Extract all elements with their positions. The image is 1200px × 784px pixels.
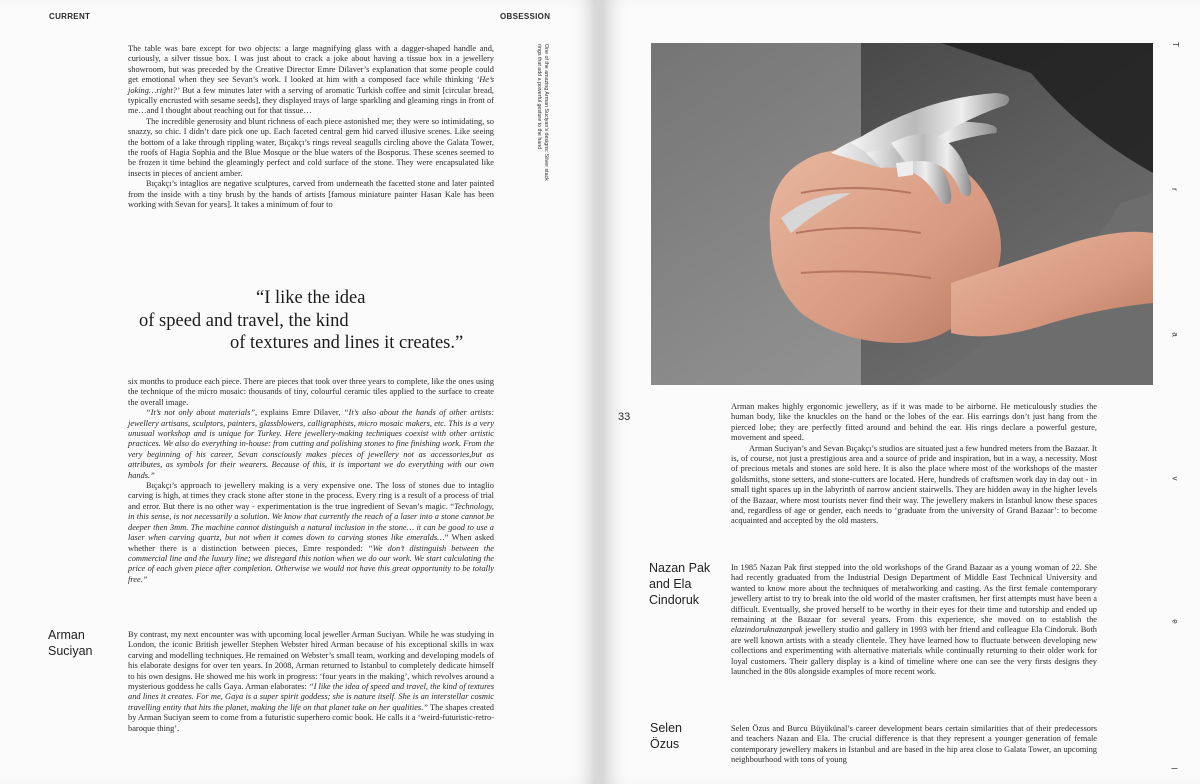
section-heading-nazan-pak-ela-cindoruk: Nazan Pak and Ela Cindoruk	[649, 561, 711, 607]
paragraph	[128, 44, 494, 117]
text-run: But a few minutes later with a serving of aromatic Turkish coffee and simit [circular bread, typically encrusted with sesame seeds], they displayed trays of large sparkling and gleaming rings in front of me…and I thought about reaching out for that tissue…	[128, 85, 494, 116]
pull-quote	[139, 287, 499, 355]
caption-line: One of the amazing Arman Suciyan’s designs: Silver stack	[543, 44, 549, 181]
text-run-italic: “I like the idea of speed and travel, the kind of textures and lines it creates. For me, Gaya is a super spirit goddess; she is nature itself. She is an interstellar cosmic travelling entity that hits the planet, making the life on that planet take on her qualities.”	[128, 682, 494, 712]
right-column-1	[731, 402, 1097, 527]
text-run-italic: “It’s not only about materials”,	[146, 408, 258, 418]
paragraph	[128, 481, 494, 585]
running-head-left: CURRENT	[49, 12, 91, 21]
paragraph: Arman makes highly ergonomic jewellery, as if it was made to be airborne. He meticulously studies the human body, like the knuckles on the hand or the lobes of the ear. His earrings don’t just hang from the pierced lobe; they are perfectly fitted around and behind the ear. His rings declare a powerful gesture, movement and speed.	[731, 402, 1097, 443]
right-column-3	[731, 724, 1097, 784]
vertical-label-letter: T	[1170, 42, 1180, 47]
text-run: explains Emre Dilaver,	[257, 408, 344, 418]
pull-quote-line: of speed and travel, the kind	[139, 310, 349, 331]
running-head-right: OBSESSION	[500, 12, 551, 21]
photo-hand-with-rings	[651, 43, 1153, 385]
article-column-1	[128, 44, 494, 211]
pull-quote-line: “I like the idea	[256, 288, 366, 308]
article-column-3	[128, 630, 494, 734]
vertical-label-letter: v	[1170, 476, 1180, 481]
caption-line: rings that add a powerful gesture to the hand	[536, 44, 543, 150]
text-run: The table was bare except for two objects: a large magnifying glass with a dagger-shaped handle and, curiously, a silver tissue box. I was just about to crack a joke about having a tissue box in a jewellery showroom, but was preceded by the Creative Director Emre Dilaver’s explanation that some people could get emotional when they see Sevan’s work. I looked at him with a composed face while thinking	[128, 44, 494, 85]
text-run-italic: “We don’t distinguish between the commercial line and the luxury line; we disregard this notion when we do our work. We start calculating the price of each given piece after completion. Otherwise we would not have this great opportunity to be totally free.”	[128, 543, 494, 584]
paragraph	[128, 408, 494, 481]
vertical-label-letter: r	[1169, 188, 1179, 191]
text-run: The shapes created by Arman Suciyan seem to come from a futuristic superhero comic book. He calls it a ‘weird-futuristic-retro-baroque thing’.	[128, 702, 494, 733]
section-heading-arman-suciyan: Arman Suciyan	[48, 628, 93, 658]
vertical-label-letter: e	[1170, 619, 1180, 624]
text-run: Bıçakçı’s approach to jewellery making is a very expensive one. The loss of stones due to intaglio carving is high, at times they crack stone after stone in the process. Every ring is a result of a process of trial and error. But there is no other way - experimentation is the true ingredient of Sevan’s magic. “	[128, 481, 494, 511]
paragraph: six months to produce each piece. There are pieces that took over three years to complete, like the ones using the technique of the micro mosaic: thousands of tiny, colourful ceramic tiles applied to the surface to create the overall image.	[128, 377, 494, 407]
text-run-italic: ‘He’s joking…right?’	[128, 75, 494, 95]
paragraph: The incredible generosity and blunt richness of each piece astonished me; they were so intimidating, so snazzy, so chic. I didn’t dare pick one up. Each faceted central gem hid carved illusive scenes. Like seeing the bottom of a lake through rippling water, Bıçakçı’s rings reveal seagulls circling above the Galata Tower, the roofs of Hagia Sophia and the Blue Mosque or the blue waters of the Bosporus. These scenes seemed to be frozen it time behind the gleamingly perfect and cold surface of the stone. They were encapsulated like insects in pieces of ancient amber.	[128, 116, 494, 178]
text-run: jewellery studio and gallery in 1993 with her friend and colleague Ela Cindoruk. Both are well known artists with a steady clientele. They have learned how to fluctuate between developing new collections and experimenting with alternative materials while continually returning to their older work for loyal customers. Their gallery display is a kind of timeline where one can see the very firsts designs they launched in the 80s alongside examples of more recent work.	[731, 625, 1097, 677]
vertical-label-letter: a	[1170, 332, 1180, 337]
paragraph: Selen Özus and Burcu Büyükünal’s career development bears certain similarities that of their predecessors and teachers Nazan and Ela. The crucial difference is that they represent a younger generation of female contemporary jewellery makers in Istanbul and are based in the hip area close to Galata Tower, an upcoming neighbourhood with tons of young	[731, 724, 1097, 765]
text-run-italic: “It’s also about the hands of other artists: jewellery artisans, sculptors, painters, glassblowers, calligraphists, micro mosaic makers, etc. This is a very unusual workshop and is unique for Turkey. Here jewellery-making techniques coexist with other artistic practices. We also do everything in-house: from cutting and polishing stones to fine finishing work. From the very beginning of his career, Sevan consciously makes pieces of jewellery not as accessories,but as attributes, as symbols for their wearers. Because of this, it is important we do everything with our own hands.”	[128, 408, 494, 480]
text-run-italic: Technology, in this sense, is not necessarily a solution. We know that currently the reach of a laser into a stone cannot be deeper then 3mm. The machine cannot distinguish a natural inclusion in the stone… it can be good to use a laser when carving quartz, but not when it comes down to carving stones like emeralds…	[128, 501, 494, 543]
text-run: By contrast, my next encounter was with upcoming local jeweller Arman Suciyan. While he was studying in London, the iconic British jeweller Stephen Webster hired Arman because of his exceptional skills in wax carving and modelling techniques. He remained on Webster’s small team, working and developing models of his elaborate designs for over ten years. In 2008, Arman returned to Istanbul to completely dedicate himself to his own designs. He showed me his work in progress: ‘four years in the making’, which revolves around a mysterious goddess he calls Gaya. Arman elaborates:	[128, 630, 494, 692]
paragraph: Arman Suciyan’s and Sevan Bıçakçı’s studios are situated just a few hundred meters from the Bazaar. It is, of course, not just a prestigious area and a source of pride and inspiration, but in a way, a necessity. Most of precious metals and stones are sold here. It is also the place where most of the workshops of the master goldsmiths, stone setters, and stone-cutters are located. Here, hundreds of craftsmen work day in day out - in small tight spaces up in the labyrinth of narrow ancient stairwells. They are hidden away in the higher levels of the Bazaar, where most tourists never find their way. The jewellery makers in Istanbul know these spaces and, regardless of age or gender, each needs to ‘graduate from the university of Grand Bazaar’: to become acquainted and accepted by the old masters.	[731, 443, 1097, 526]
text-run-italic: elazindoruknazanpak	[731, 625, 803, 635]
text-run: ” When asked whether there is a distinction between pieces, Emre responded:	[128, 533, 494, 553]
text-run: In 1985 Nazan Pak first stepped into the old workshops of the Grand Bazaar as a young woman of 22. She had recently graduated from the Industrial Design Department of Middle East Technical University and wanted to know more about the techniques of metalworking and casting. As the first female contemporary jewellery artist to try to break into the old world of the master craftsmen, her first attempts must have been a difficult. Eventually, she proved herself to be worthy in their eyes for their time and tutorship and ended up remaining at the Bazaar for several years. From this experience, she moved on to establish the	[731, 563, 1097, 625]
photo-caption	[536, 44, 549, 181]
left-page	[0, 0, 598, 784]
article-column-2	[128, 377, 494, 585]
right-column-2	[731, 563, 1097, 677]
paragraph: Bıçakçı’s intaglios are negative sculptures, carved from underneath the facetted stone and later painted from the inside with a tiny brush by the hands of artists [famous miniature painter Hasan Kale has been working with Sevan for years]. It takes a minimum of four to	[128, 179, 494, 210]
section-heading-selen-ozus: Selen Özus	[650, 721, 682, 751]
photo-image	[651, 43, 1153, 385]
vertical-label-letter: l	[1169, 767, 1179, 770]
page-number: 33	[618, 411, 631, 423]
paragraph	[128, 630, 494, 734]
paragraph	[731, 563, 1097, 677]
pull-quote-line: of textures and lines it creates.”	[230, 333, 464, 353]
